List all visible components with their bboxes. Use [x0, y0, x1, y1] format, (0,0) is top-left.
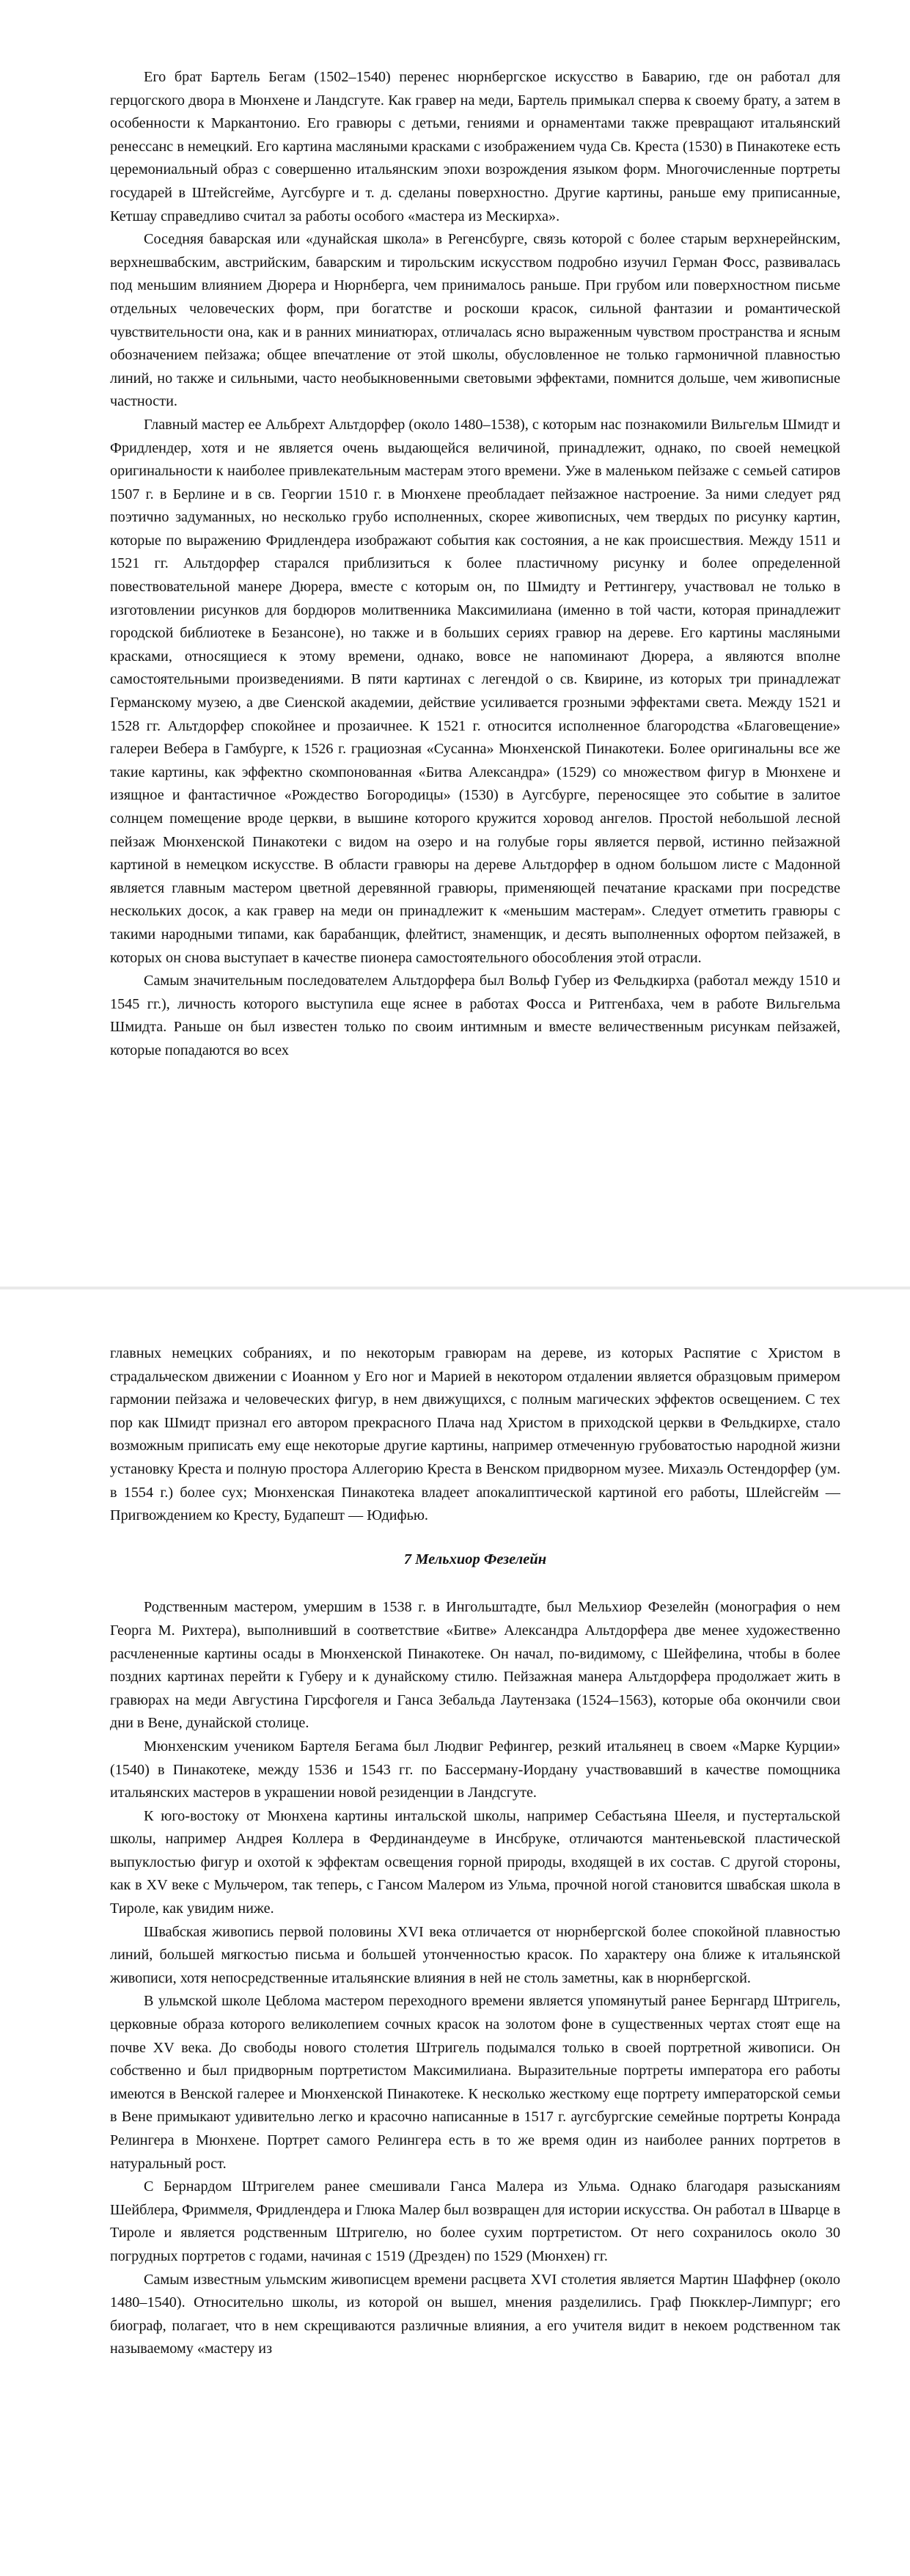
paragraph: Родственным мастером, умершим в 1538 г. в Ингольштадте, был Мельхиор Фезелейн (монография о нем Георга М. Рихтера), выполнивший в соответствие «Битве» Александра Альтдорфера две менее художественно расчлененные картины осады в Мюнхенской Пинакотеке. Он начал, по-видимому, с Шейфелина, чтобы в более поздних картинах перейти к Губеру и к дунайскому стилю. Пейзажная манера Альтдорфера продолжает жить в гравюрах на меди Августина Гирсфогеля и Ганса Зебальда Лаутензака (1524–1563), которые оба окончили свои дни в Вене, дунайской столице. — [110, 1599, 840, 1732]
page-2 — [0, 1289, 910, 2576]
paragraph: Швабская живопись первой половины XVI века отличается от нюрнбергской более спокойной плавностью линий, большей мягкостью письма и большей утонченностью красок. По характеру она ближе к итальянской живописи, хотя непосредственные итальянские влияния в ней не столь заметны, как в нюрнбергской. — [110, 1923, 840, 1986]
page-1 — [0, 0, 910, 1287]
page-2-text — [110, 1342, 840, 2361]
paragraph: К юго-востоку от Мюнхена картины интальской школы, например Себастьяна Шееля, и пустертальской школы, например Андрея Коллера в Фердинандеуме в Инсбруке, отличаются мантеньевской пластической выпуклостью фигур и охотой к эффектам освещения горной природы, входящей в их состав. С другой стороны, как в XV веке с Мульчером, так теперь, с Гансом Малером из Ульма, прочной ногой становится швабская школа в Тироле, как увидим ниже. — [110, 1807, 840, 1917]
paragraph: С Бернардом Штригелем ранее смешивали Ганса Малера из Ульма. Однако благодаря разысканиям Шейблера, Фриммеля, Фридлендера и Глюка Малер был возвращен для истории искусства. Он работал в Шварце в Тироле и является родственным Штригелю, но более сухим портретистом. От него сохранилось около 30 погрудных портретов с годами, начиная с 1519 (Дрезден) по 1529 (Мюнхен) гг. — [110, 2178, 840, 2264]
paragraph: Соседняя баварская или «дунайская школа» в Регенсбурге, связь которой с более старым верхнерейнским, верхнешвабским, австрийским, баварским и тирольским искусством подробно изучил Герман Фосс, развивалась под меньшим влиянием Дюрера и Нюрнберга, чем принималось раньше. При грубом или поверхностном письме отдельных человеческих форм, при богатстве и роскоши красок, сильной фантазии и романтической чувствительности она, как и в ранних миниатюрах, отличалась ясно выраженным чувством пространства и ясным обозначением пейзажа; общее впечатление от этой школы, обусловленное не только гармоничной плавностью линий, но также и сильными, часто необыкновенными световыми эффектами, помнится дольше, чем живописные частности. — [110, 231, 840, 410]
paragraph-continuation: главных немецких собраниях, и по некоторым гравюрам на дереве, из которых Распятие с Христом в страдальческом движении с Иоанном у Его ног и Марией в некотором отдалении является образцовым примером гармонии пейзажа и человеческих фигур, в нем движущихся, с полным магических эффектов освещением. С тех пор как Шмидт признал его автором прекрасного Плача над Христом в приходской церкви в Фельдкирхе, стало возможным приписать ему еще некоторые другие картины, например отмеченную грубоватостью народной жизни установку Креста и полную простора Аллегорию Креста в Венском придворном музее. Михаэль Остендорфер (ум. в 1554 г.) более сух; Мюнхенская Пинакотека владеет апокалиптической картиной его работы, Шлейсгейм — Пригвождением ко Кресту, Будапешт — Юдифью. — [110, 1345, 840, 1524]
paragraph: Самым известным ульмским живописцем времени расцвета XVI столетия является Мартин Шаффнер (около 1480–1540). Относительно школы, из которой он вышел, мнения разделились. Граф Пюкклер-Лимпург; его биограф, полагает, что в нем скрещиваются различные влияния, а его учителя видит в некоем родственном так называемому «мастеру из — [110, 2271, 840, 2357]
paragraph: Самым значительным последователем Альтдорфера был Вольф Губер из Фельдкирха (работал между 1510 и 1545 гг.), личность которого выступила еще яснее в работах Фосса и Ритгенбаха, чем в работе Вильгельма Шмидта. Раньше он был известен только по своим интимным и вместе величественным рисункам пейзажей, которые попадаются во всех — [110, 973, 840, 1058]
paragraph: Его брат Бартель Бегам (1502–1540) перенес нюрнбергское искусство в Баварию, где он работал для герцогского двора в Мюнхене и Ландсгуте. Как гравер на меди, Бартель примыкал сперва к своему брату, а затем в особенности к Маркантонио. Его гравюры с детьми, гениями и орнаментами также превращают итальянский ренессанс в немецкий. Его картина масляными красками с изображением чуда Св. Креста (1530) в Пинакотеке есть церемониальный образ с совершенно итальянским эпохи возрождения языком форм. Многочисленные портреты государей в Штейсгейме, Аугсбурге и т. д. сделаны поверхностно. Другие картины, раньше ему приписанные, Кетшау справедливо считал за работы особого «мастера из Мескирха». — [110, 69, 840, 224]
paragraph: В ульмской школе Цеблома мастером переходного времени является упомянутый ранее Бернгард Штригель, церковные образа которого великолепием сочных красок на золотом фоне в существенных чертах стоят еще на почве XV века. До свободы нового столетия Штригель подымался только в своей портретной живописи. Он собственно и был придворным портретистом Максимилиана. Выразительные портреты императора его работы имеются в Венской галерее и Мюнхенской Пинакотеке. К несколько жесткому еще портрету императорской семьи в Вене примыкают удивительно легко и красочно написанные в 1517 г. аугсбургские семейные портреты Конрада Релингера в Мюнхене. Портрет самого Релингера есть в то же время один из наиболее ранних портретов в натуральный рост. — [110, 1993, 840, 2172]
paragraph: Главный мастер ее Альбрехт Альтдорфер (около 1480–1538), с которым нас познакомили Вильгельм Шмидт и Фридлендер, хотя и не является очень выдающейся величиной, принадлежит, однако, по своей немецкой оригинальности к наиболее привлекательным мастерам этого времени. Уже в маленьком пейзаже с семьей сатиров 1507 г. в Берлине и в св. Георгии 1510 г. в Мюнхене преобладает пейзажное настроение. За ними следует ряд поэтично задуманных, но несколько грубо исполненных, скорее живописных, чем твердых по рисунку картин, которые по выражению Фридлендера изображают события как состояния, а не как происшествия. Между 1511 и 1521 гг. Альтдорфер старался приблизиться к более пластичному рисунку и более определенной повествовательной манере Дюрера, вместе с которым он, по Шмидту и Реттингеру, участвовал не только в изготовлении рисунков для бордюров молитвенника Максимилиана (именно в той части, которая принадлежит городской библиотеке в Безансоне), но также и в больших сериях гравюр на дереве. Его картины масляными красками, относящиеся к этому времени, однако, вовсе не напоминают Дюрера, а являются вполне самостоятельными произведениями. В пяти картинах с легендой о св. Квирине, из которых три принадлежат Германскому музею, а две Сиенской академии, действие усиливается грозными эффектами света. Между 1521 и 1528 гг. Альтдорфер спокойнее и прозаичнее. К 1521 г. относится исполненное благородства «Благовещение» галереи Вебера в Гамбурге, к 1526 г. грациозная «Сусанна» Мюнхенской Пинакотеки. Более оригинальны все же такие картины, как эффектно скомпонованная «Битва Александра» (1529) со множеством фигур в Мюнхене и изящное и фантастичное «Рождество Богородицы» (1530) в Аугсбурге, переносящее это событие в залитое солнцем помещение вроде церкви, в вышине которого кружится хоровод ангелов. Простой небольшой лесной пейзаж Мюнхенской Пинакотеки с видом на озеро и на голубые горы является первой, истинно пейзажной картиной в немецком искусстве. В области гравюры на дереве Альтдорфер в одном большом листе с Мадонной является главным мастером цветной деревянной гравюры, применяющей печатание красками при посредстве нескольких досок, а как гравер на меди он принадлежит к «меньшим мастерам». Следует отметить гравюры с такими народными типами, как барабанщик, флейтист, знаменщик, и десять выполненных офортом пейзажей, в которых он снова выступает в качестве пионера самостоятельного обособления этой отрасли. — [110, 416, 840, 966]
paragraph: Мюнхенским учеником Бартеля Бегама был Людвиг Рефингер, резкий итальянец в своем «Марке Курции» (1540) в Пинакотеке, между 1536 и 1543 гг. по Бассерману-Иордану участвовавший в качестве помощника итальянских мастеров в украшении новой резиденции в Ландсгуте. — [110, 1738, 840, 1801]
page-1-text — [110, 66, 840, 1063]
chapter-title: 7 Мельхиор Фезелейн — [403, 1551, 547, 1567]
